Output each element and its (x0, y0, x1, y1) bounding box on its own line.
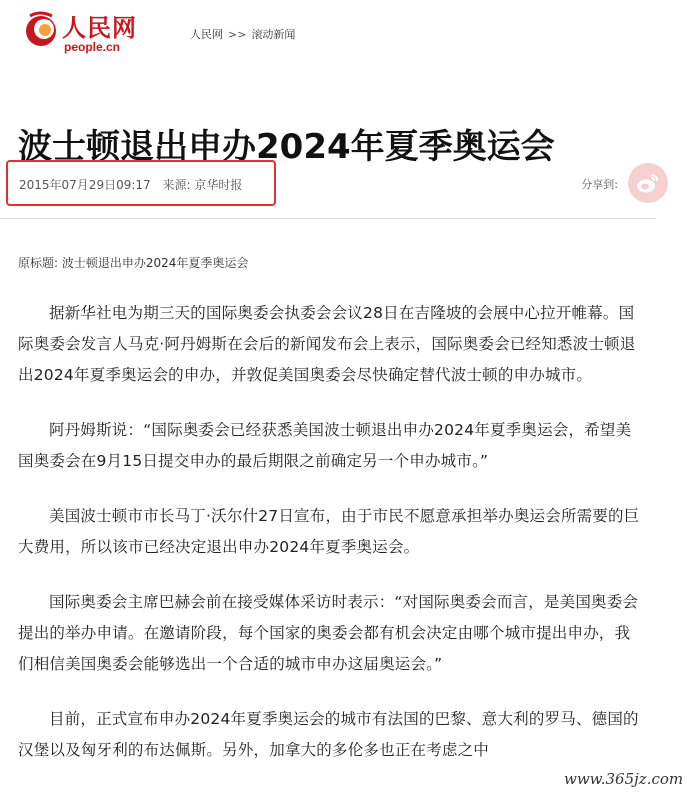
article-meta (19, 176, 242, 193)
site-watermark: www.365jz.com (560, 770, 687, 788)
breadcrumb-section-link[interactable]: 滚动新闻 (251, 28, 296, 41)
breadcrumb-separator: >> (228, 28, 247, 41)
article-title: 波士顿退出申办2024年夏季奥运会 (18, 126, 555, 167)
logo-chinese-text: 人民网 (62, 13, 137, 42)
article-paragraph: 据新华社电为期三天的国际奥委会执委会会议28日在吉隆坡的会展中心拉开帷幕。国际奥委会发言人马克·阿丹姆斯在会后的新闻发布会上表示，国际奥委会已经知悉波士顿退出2024年夏季奥运会的申办，并敦促美国奥委会尽快确定替代波士顿的申办城市。 (18, 304, 636, 384)
article-paragraph: 国际奥委会主席巴赫会前在接受媒体采访时表示：“对国际奥委会而言，是美国奥委会提出的举办申请。在邀请阶段，每个国家的奥委会都有机会决定由哪个城市提出申办，我们相信美国奥委会能够选出一个合适的城市申办这届奥运会。” (18, 593, 639, 673)
weibo-share-button[interactable] (628, 163, 668, 203)
weibo-icon (636, 172, 660, 194)
article-paragraph: 目前，正式宣布申办2024年夏季奥运会的城市有法国的巴黎、意大利的罗马、德国的汉堡以及匈牙利的布达佩斯。另外，加拿大的多伦多也正在考虑之中 (18, 710, 639, 759)
breadcrumb (190, 26, 295, 42)
source-label: 来源: (162, 178, 191, 192)
people-cn-logo[interactable] (22, 8, 142, 58)
site-header (0, 0, 656, 70)
article-paragraph: 阿丹姆斯说：“国际奥委会已经获悉美国波士顿退出申办2024年夏季奥运会，希望美国奥委会在9月15日提交申办的最后期限之前确定另一个申办城市。” (18, 421, 632, 470)
header-divider (0, 218, 656, 219)
breadcrumb-home-link[interactable]: 人民网 (190, 28, 223, 41)
article-body (18, 298, 642, 790)
logo-domain-text: people.cn (64, 40, 121, 54)
share-label: 分享到: (581, 178, 618, 191)
people-cn-logo-icon (22, 10, 60, 48)
article-paragraph: 美国波士顿市市长马丁·沃尔什27日宣布，由于市民不愿意承担举办奥运会所需要的巨大费用，所以该市已经决定退出申办2024年夏季奥运会。 (18, 507, 640, 556)
source-name: 京华时报 (194, 178, 243, 192)
original-title-line: 原标题: 波士顿退出申办2024年夏季奥运会 (18, 256, 249, 270)
publish-datetime: 2015年07月29日09:17 (19, 178, 151, 192)
